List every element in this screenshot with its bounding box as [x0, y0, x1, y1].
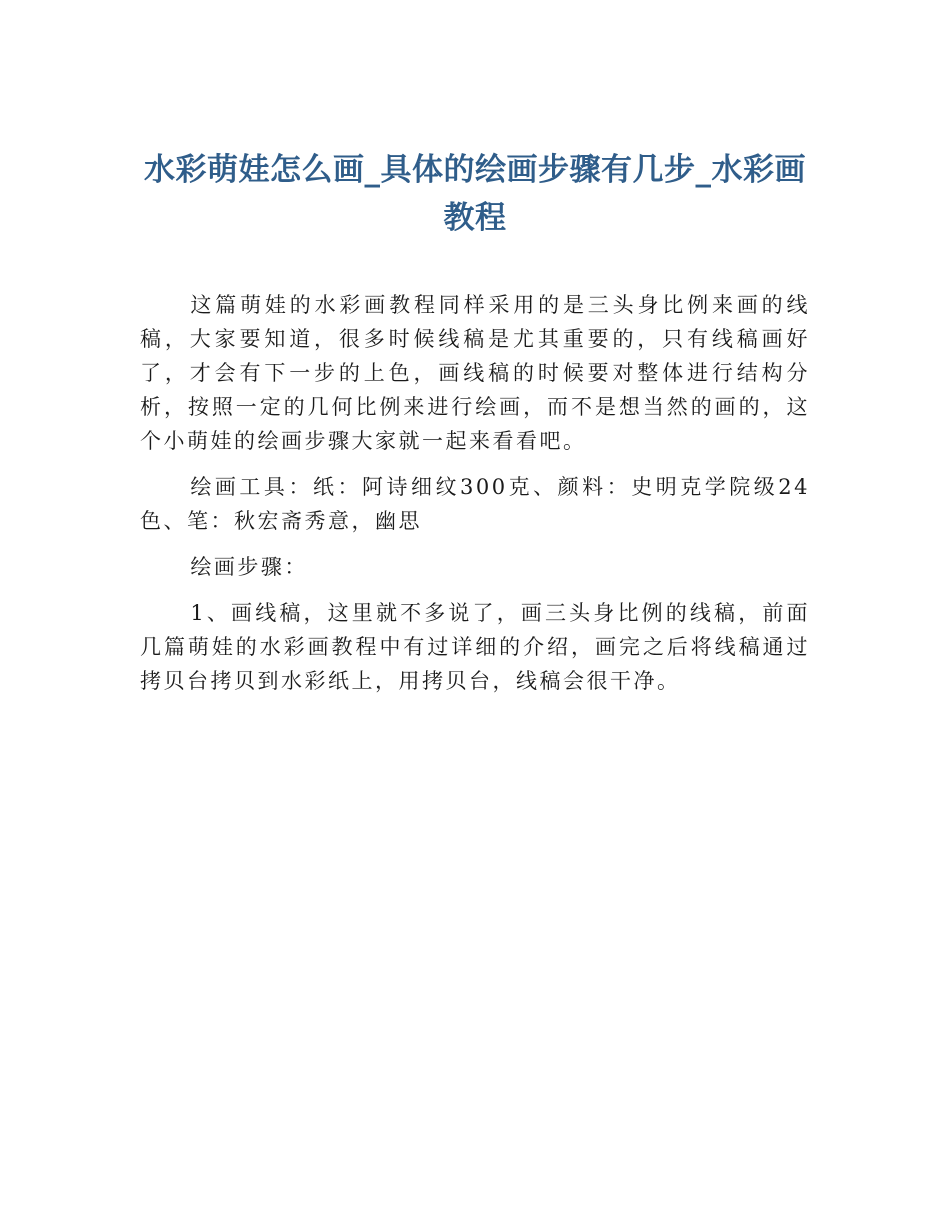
paragraph-intro: 这篇萌娃的水彩画教程同样采用的是三头身比例来画的线稿，大家要知道，很多时候线稿是尤其重要的，只有线稿画好了，才会有下一步的上色，画线稿的时候要对整体进行结构分析，按照一定的几何比例来进行绘画，而不是想当然的画的，这个小萌娃的绘画步骤大家就一起来看看吧。: [140, 293, 810, 453]
paragraph-tools: 绘画工具：纸：阿诗细纹300克、颜料：史明克学院级24色、笔：秋宏斋秀意，幽思: [140, 475, 810, 533]
document-title: 水彩萌娃怎么画_具体的绘画步骤有几步_水彩画教程: [144, 152, 806, 236]
document-body: [140, 288, 810, 710]
paragraph-steps-heading: 绘画步骤：: [190, 555, 308, 579]
paragraph-step-1: 1、画线稿，这里就不多说了，画三头身比例的线稿，前面几篇萌娃的水彩画教程中有过详细的介绍，画完之后将线稿通过拷贝台拷贝到水彩纸上，用拷贝台，线稿会很干净。: [140, 601, 810, 693]
